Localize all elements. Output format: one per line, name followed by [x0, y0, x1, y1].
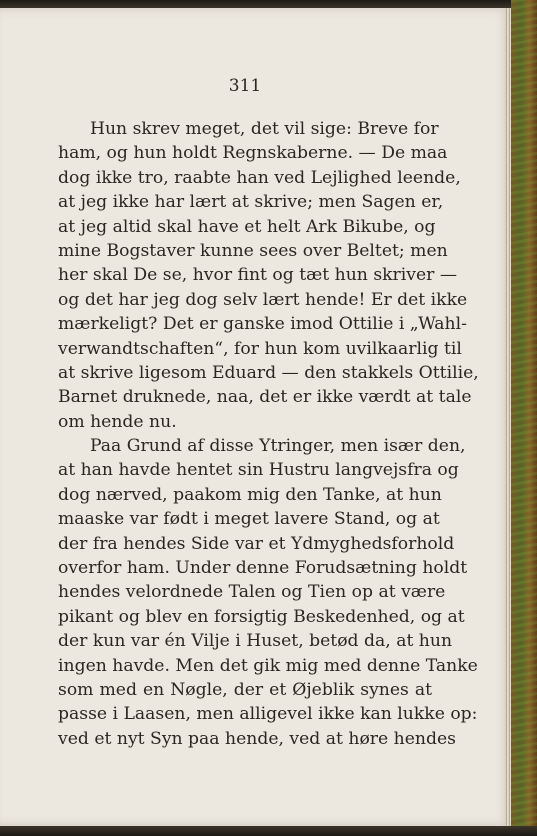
text-line: dog ikke tro, raabte han ved Lejlighed leende,: [58, 167, 461, 188]
text-line: overfor ham. Under denne Forudsætning holdt: [58, 558, 468, 579]
text-line: her skal De se, hvor fint og tæt hun skriver —: [58, 265, 458, 286]
text-line: ved et nyt Syn paa hende, ved at høre hendes: [58, 728, 456, 749]
text-line: om hende nu.: [58, 411, 177, 432]
text-line: at han havde hentet sin Hustru langvejsfra og: [58, 460, 459, 481]
text-line: maaske var født i meget lavere Stand, og at: [58, 509, 440, 530]
body-text: [58, 117, 479, 751]
text-line: at jeg altid skal have et helt Ark Bikube, og: [58, 216, 436, 237]
scan-bottom-edge: [0, 826, 537, 836]
text-line: ham, og hun holdt Regnskaberne. — De maa: [58, 143, 448, 164]
text-line: passe i Laasen, men alligevel ikke kan lukke op:: [58, 704, 478, 725]
text-line: mærkeligt? Det er ganske imod Ottilie i „Wahl-: [58, 314, 467, 335]
book-page: [0, 8, 511, 826]
text-line: Paa Grund af disse Ytringer, men især den,: [90, 436, 466, 457]
text-line: ingen havde. Men det gik mig med denne Tanke: [58, 655, 478, 676]
text-line: verwandtschaften“, for hun kom uvilkaarlig til: [58, 338, 462, 359]
book-cover-edge: [511, 0, 537, 836]
text-line: der fra hendes Side var et Ydmyghedsforhold: [58, 533, 455, 554]
text-line: der kun var én Vilje i Huset, betød da, at hun: [58, 631, 453, 652]
text-line: Barnet druknede, naa, det er ikke værdt at tale: [58, 387, 472, 408]
text-line: og det har jeg dog selv lært hende! Er det ikke: [58, 289, 468, 310]
text-line: at skrive ligesom Eduard — den stakkels Ottilie,: [58, 362, 479, 383]
scan-top-edge: [0, 0, 537, 8]
text-line: hendes velordnede Talen og Tien op at være: [58, 582, 446, 603]
text-line: som med en Nøgle, der et Øjeblik synes at: [58, 679, 432, 700]
text-line: mine Bogstaver kunne sees over Beltet; men: [58, 240, 448, 261]
text-line: dog nærved, paakom mig den Tanke, at hun: [58, 484, 442, 505]
text-line: at jeg ikke har lært at skrive; men Sagen er,: [58, 192, 444, 213]
page-number: 311: [228, 76, 262, 96]
text-line: pikant og blev en forsigtig Beskedenhed, og at: [58, 606, 465, 627]
text-line: Hun skrev meget, det vil sige: Breve for: [90, 119, 439, 139]
